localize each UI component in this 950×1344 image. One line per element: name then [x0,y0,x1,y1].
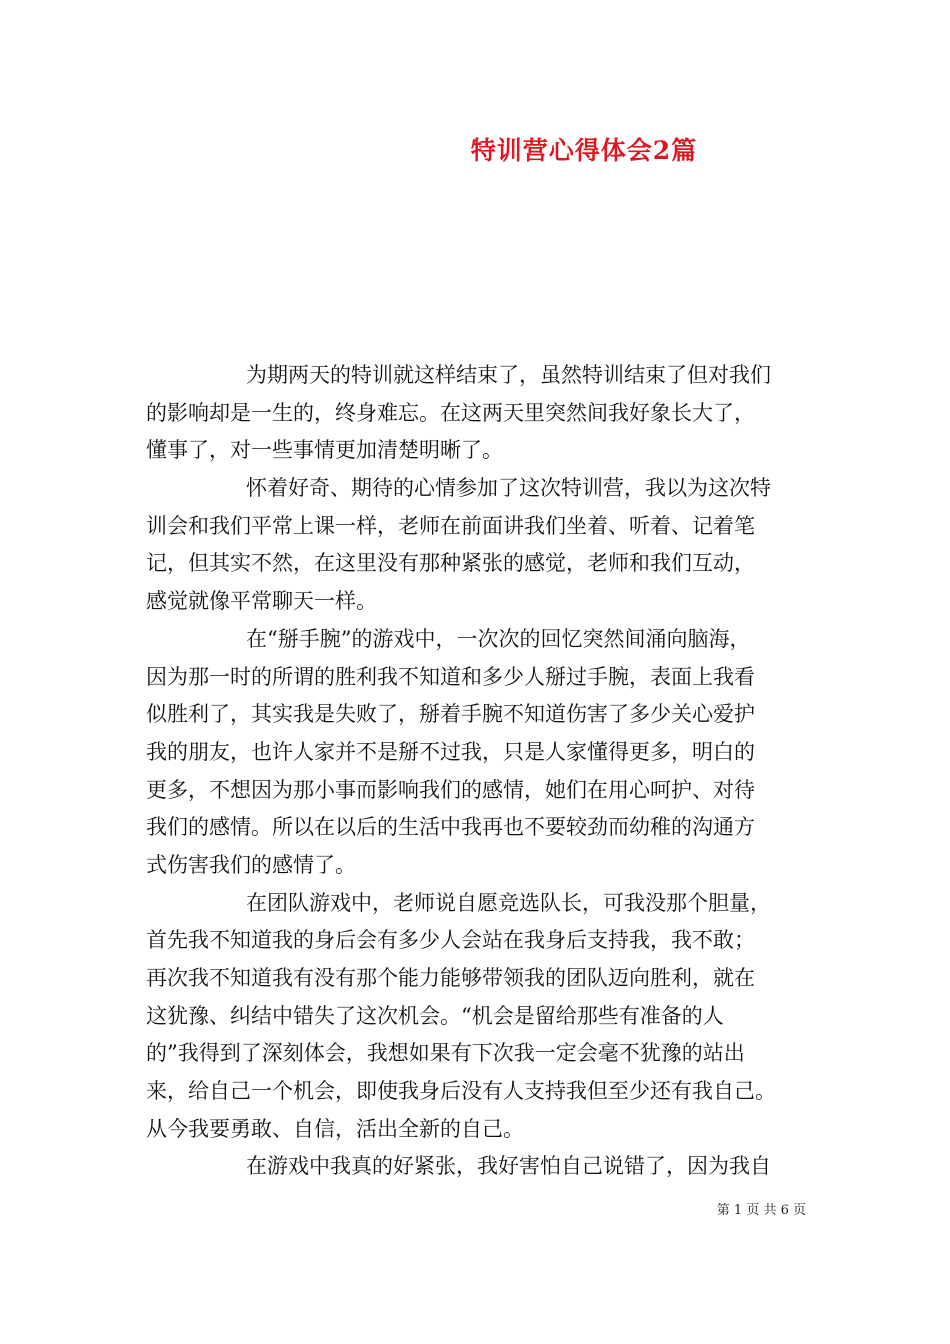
text-line: 怀着好奇、期待的心情参加了这次特训营，我以为这次特 [246,476,771,501]
page-number: 第 1 页 共 6 页 [716,1203,806,1218]
text-line: 懂事了，对一些事情更加清楚明晰了。 [146,438,503,463]
text-line: 我们的感情。所以在以后的生活中我再也不要较劲而幼稚的沟通方 [146,815,755,840]
text-line: 似胜利了，其实我是失败了，掰着手腕不知道伤害了多少关心爱护 [146,702,755,727]
text-line: 再次我不知道我有没有那个能力能够带领我的团队迈向胜利，就在 [146,966,755,990]
page-title: 特训营心得体会2篇 [470,136,698,165]
paragraph-3 [146,621,808,885]
text-line: 在“掰手腕”的游戏中，一次次的回忆突然间涌向脑海， [246,626,751,651]
paragraph-5 [146,1148,808,1186]
text-line: 我的朋友，也许人家并不是掰不过我，只是人家懂得更多，明白的 [146,739,755,764]
text-line: 从今我要勇敢、自信，活出全新的自己。 [146,1116,524,1141]
text-line: 记，但其实不然，在这里没有那种紧张的感觉，老师和我们互动， [146,551,755,576]
text-line: 因为那一时的所谓的胜利我不知道和多少人掰过手腕，表面上我看 [146,664,755,689]
document-body [146,357,808,1186]
text-line: 更多，不想因为那小事而影响我们的感情，她们在用心呵护、对待 [146,777,755,802]
text-line: 式伤害我们的感情了。 [146,852,356,877]
text-line: 在团队游戏中，老师说自愿竞选队长，可我没那个胆量， [246,890,771,915]
paragraph-2 [146,470,808,621]
text-line: 在游戏中我真的好紧张，我好害怕自己说错了，因为我自 [246,1154,771,1179]
text-line: 来，给自己一个机会，即使我身后没有人支持我但至少还有我自己。 [146,1079,776,1104]
text-line: 这犹豫、纠结中错失了这次机会。“机会是留给那些有准备的人 [146,1003,724,1028]
paragraph-1 [146,357,808,470]
text-line: 的影响却是一生的，终身难忘。在这两天里突然间我好象长大了， [146,400,755,425]
text-line: 为期两天的特训就这样结束了，虽然特训结束了但对我们 [246,363,771,387]
text-line: 感觉就像平常聊天一样。 [146,589,377,614]
text-line: 训会和我们平常上课一样，老师在前面讲我们坐着、听着、记着笔 [146,513,755,538]
text-line: 的”我得到了深刻体会，我想如果有下次我一定会毫不犹豫的站出 [146,1041,745,1066]
paragraph-4 [146,885,808,1149]
text-line: 首先我不知道我的身后会有多少人会站在我身后支持我，我不敢； [146,928,755,953]
